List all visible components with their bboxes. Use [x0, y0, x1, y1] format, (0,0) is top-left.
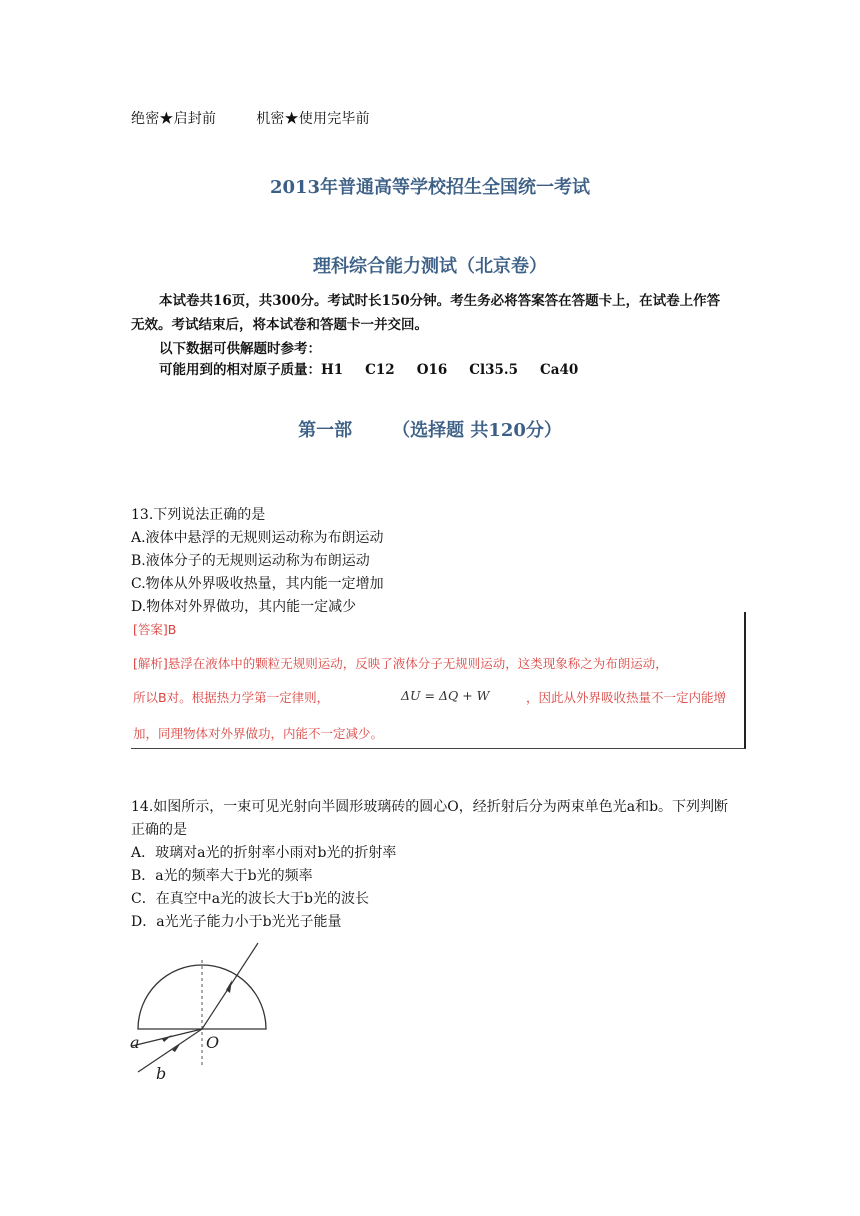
mass-h: H1 [321, 362, 344, 378]
question-14 [131, 796, 741, 934]
atomic-masses [159, 358, 600, 378]
semicircle-glass-figure [128, 938, 273, 1086]
label-o: O [206, 1033, 220, 1052]
label-b: b [156, 1064, 167, 1083]
q13-answer-box [131, 612, 746, 749]
question-13 [131, 504, 384, 619]
mass-o: O16 [416, 362, 448, 378]
section-part: 第一部 [298, 420, 353, 441]
label-a: a [130, 1033, 140, 1052]
q14-option-d: D．a光光子能力小于b光光子能量 [131, 914, 342, 930]
q13-option-d: D.物体对外界做功，其内能一定减少 [131, 599, 357, 615]
secret-label-2: 机密★使用完毕前 [256, 111, 370, 127]
q13-option-c: C.物体从外界吸收热量，其内能一定增加 [131, 576, 384, 592]
q13-answer: [答案]B [133, 622, 177, 637]
masses-label: 可能用到的相对原子质量： [159, 362, 321, 378]
ray-a-arrow [162, 1035, 172, 1042]
q13-formula: ΔU = ΔQ + W [401, 688, 490, 703]
section-heading [0, 416, 860, 442]
q13-option-a: A.液体中悬浮的无规则运动称为布朗运动 [131, 530, 384, 546]
q14-stem: 14.如图所示，一束可见光射向半圆形玻璃砖的圆心O，经折射后分为两束单色光a和b。下列判断正确的是 [131, 799, 729, 838]
q14-option-a: A．玻璃对a光的折射率小雨对b光的折射率 [131, 845, 397, 861]
instructions [131, 289, 731, 361]
confidential-header [131, 108, 370, 128]
reference-data-label: 以下数据可供解题时参考： [159, 341, 321, 357]
q14-option-b: B．a光的频率大于b光的频率 [131, 868, 313, 884]
instructions-text: 本试卷共16页，共300分。考试时长150分钟。考生务必将答案答在答题卡上，在试卷上作答无效。考试结束后，将本试卷和答题卡一并交回。 [131, 293, 721, 333]
mass-c: C12 [365, 362, 395, 378]
exam-title: 2013年普通高等学校招生全国统一考试 [269, 177, 591, 198]
q13-analysis-line3: 加，同理物体对外界做功，内能不一定减少。 [133, 726, 384, 741]
secret-label-1: 绝密★启封前 [131, 111, 217, 127]
ray-b [138, 1029, 202, 1072]
exam-subtitle: 理科综合能力测试（北京卷） [313, 256, 547, 277]
q14-option-c: C．在真空中a光的波长大于b光的波长 [131, 891, 370, 907]
q13-analysis-line2: 所以B对。根据热力学第一定律则， [133, 690, 330, 705]
mass-cl: Cl35.5 [469, 362, 518, 378]
q13-option-b: B.液体分子的无规则运动称为布朗运动 [131, 553, 370, 569]
section-desc: （选择题 共120分） [392, 420, 562, 441]
mass-ca: Ca40 [540, 362, 579, 378]
q13-analysis-line1: [解析]悬浮在液体中的颗粒无规则运动，反映了液体分子无规则运动，这类现象称之为布朗运动， [133, 656, 668, 671]
q13-stem: 13.下列说法正确的是 [131, 507, 266, 523]
q13-analysis-line2b: ，因此从外界吸收热量不一定内能增 [526, 690, 727, 705]
